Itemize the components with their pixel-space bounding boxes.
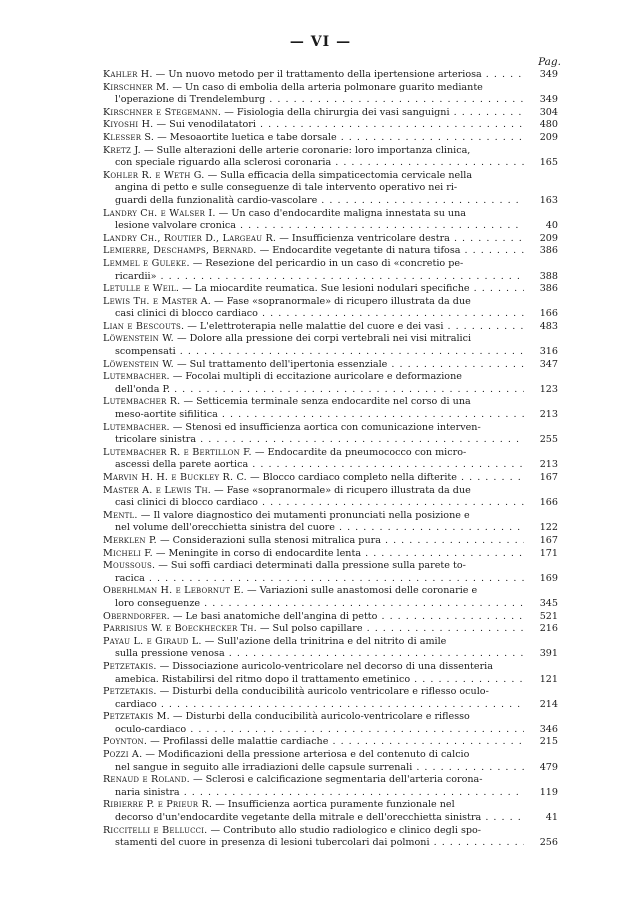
entry-page-number: 521 [539, 610, 558, 622]
page-number: — VI — [289, 34, 352, 50]
entry-page-number: 121 [539, 673, 558, 685]
entry-page-number: 40 [545, 220, 558, 232]
entry-line [103, 396, 524, 409]
entry-line [103, 674, 524, 687]
entry-line [103, 787, 524, 800]
entry-title-text: — Disturbi della conducibilità auricolo-ventricolare e riflesso [169, 711, 470, 723]
entry-author: Marvin H. H. e Buckley R. C. [103, 472, 247, 483]
entry-title-text: — Sclerosi e calcificazione segmentaria dell'arteria corona- [189, 774, 483, 786]
entry-page-number: 41 [545, 812, 558, 824]
index-entry [103, 736, 558, 749]
entry-page-number: 256 [539, 837, 558, 849]
entry-line [103, 762, 524, 775]
entry-author: Renaud e Roland. [103, 774, 190, 786]
entry-title-text: nel sangue in seguito alle irradiazioni delle capsule surrenali . . . [115, 762, 524, 773]
entry-title-text: — Setticemia terminale senza endocardite nel corso di una [180, 396, 471, 408]
entry-line [103, 245, 524, 258]
entry-page-number: 167 [539, 472, 558, 483]
entry-line [103, 107, 524, 120]
entry-author: Lutembacher. [103, 421, 170, 433]
entry-page-number: 122 [539, 522, 558, 534]
entry-page-number: 214 [539, 698, 558, 710]
index-entry [103, 611, 558, 624]
entry-line [103, 308, 524, 321]
entry-line [103, 233, 524, 246]
entry-page-number: 123 [539, 383, 558, 395]
entry-title-text: — Endocardite da pneumococco con micro- [251, 446, 467, 458]
entry-title-text: — Mesoaortite luetica e tabe dorsale . . . [154, 132, 524, 143]
index-entry [103, 371, 558, 396]
entry-title-text: — Focolai multipli di eccitazione auricolare e deformazione [169, 371, 462, 383]
entry-author: Riccitelli e Bellucci. [103, 824, 208, 836]
entry-author: Lutembacher R. [103, 396, 181, 408]
entry-line [103, 82, 524, 95]
index-entry [103, 799, 558, 824]
entry-line [103, 799, 524, 812]
entry-title-text: — Blocco cardiaco completo nella difterite . . . [247, 472, 524, 483]
entry-line [103, 208, 524, 221]
entry-author: Lemmel e Guleke. [103, 257, 190, 269]
entry-page-number: 213 [539, 409, 558, 421]
entry-page-number: 345 [539, 597, 558, 609]
entry-title-text: — Insufficienza ventricolare destra . . . [276, 233, 524, 244]
index-entry [103, 825, 558, 850]
index-entry [103, 119, 558, 132]
entry-page-number: 209 [539, 232, 558, 244]
entry-author: Lutembacher. [103, 371, 170, 383]
index-entry [103, 333, 558, 358]
index-entry [103, 535, 558, 548]
entry-page-number: 316 [539, 346, 558, 358]
entry-page-number: 479 [539, 761, 558, 773]
entry-title-text: — Modificazioni della pressione arteriosa e del contenuto di calcio [142, 749, 470, 761]
entry-author: Poynton. [103, 736, 148, 748]
entry-line [103, 812, 524, 825]
entry-title-text: guardi della funzionalità cardio-vascolare . . . [115, 195, 524, 206]
entry-line [103, 560, 524, 573]
entry-title-text: — Le basi anatomiche dell'angina di petto . . . [170, 611, 524, 622]
entry-title-text: cardiaco . . . [115, 699, 524, 710]
entry-page-number: 347 [539, 358, 558, 370]
entry-line [103, 157, 524, 170]
entry-title-text: meso-aortite sifilitica . . . [115, 409, 524, 420]
index-entry [103, 485, 558, 510]
entry-author: Landry Ch., Routier D., Largeau R. [103, 232, 277, 244]
entry-line [103, 686, 524, 699]
entry-author: Kirschner M. [103, 81, 170, 93]
entry-line [103, 472, 524, 485]
entry-line [103, 611, 524, 624]
entry-line [103, 774, 524, 787]
entry-line [103, 661, 524, 674]
entry-title-text: — Un caso di embolia della arteria polmonare guarito mediante [169, 81, 483, 93]
index-entry [103, 422, 558, 447]
entry-line [103, 749, 524, 762]
entry-title-text: stamenti del cuore in presenza di lesioni tubercolari dai polmoni . . . [115, 837, 524, 848]
entry-page-number: 215 [539, 736, 558, 748]
entry-line [103, 459, 524, 472]
entry-author: Kohler R. e Weth G. [103, 169, 205, 181]
entry-title-text: naria sinistra . . . [115, 787, 524, 798]
entry-title-text: decorso d'un'endocardite vegetante della mitrale e dell'orecchietta sinistra . . . [115, 812, 524, 823]
index-entry [103, 749, 558, 774]
index-entry [103, 69, 558, 82]
index-entry [103, 233, 558, 246]
entry-title-text: casi clinici di blocco cardiaco . . . [115, 308, 524, 319]
entry-page-number: 483 [539, 320, 558, 332]
entry-author: Oberndorfer. [103, 610, 170, 622]
entry-page-number: 391 [539, 648, 558, 660]
entry-line [103, 724, 524, 737]
entry-title-text: ascessi della parete aortica . . . [115, 459, 524, 470]
entry-title-text: — Fase «sopranormale» di ricupero illustrata da due [211, 295, 471, 307]
entry-title-text: con speciale riguardo alla sclerosi coronaria . . . [115, 157, 524, 168]
index-entry [103, 258, 558, 283]
entry-title-text: — Sulla efficacia della simpaticectomia cervicale nella [204, 169, 473, 181]
entry-author: Lemierre, Deschamps, Bernard. [103, 245, 257, 257]
entry-title-text: — Meningite in corso di endocardite lenta . . . [153, 548, 524, 559]
entry-line [103, 825, 524, 838]
entry-line [103, 384, 524, 397]
entry-page-number: 386 [539, 245, 558, 257]
entry-author: Kirschner e Stegemann. [103, 106, 222, 118]
entry-title-text: oculo-cardiaco . . . [115, 724, 524, 735]
entry-author: Kretz J. [103, 144, 141, 156]
entry-line [103, 573, 524, 586]
entry-page-number: 167 [539, 534, 558, 546]
entry-page-number: 216 [539, 623, 558, 635]
entry-line [103, 220, 524, 233]
index-entry [103, 585, 558, 610]
index-entry [103, 283, 558, 296]
index-entry [103, 711, 558, 736]
entry-author: Kahler H. [103, 69, 153, 80]
entry-author: Lewis Th. e Master A. [103, 295, 211, 307]
index-entry [103, 132, 558, 145]
entry-page-number: 255 [539, 434, 558, 446]
entry-line [103, 447, 524, 460]
entry-title-text: dell'onda P. . . . [115, 384, 524, 395]
entry-author: Ribierre P. e Prieur R. [103, 799, 213, 811]
entry-author: Moussous. [103, 560, 156, 572]
entry-line [103, 598, 524, 611]
entry-title-text: — Sulle alterazioni delle arterie coronarie: loro importanza clinica, [140, 144, 471, 156]
entry-line [103, 837, 524, 850]
index-entry [103, 560, 558, 585]
entry-line [103, 119, 524, 132]
entry-line [103, 699, 524, 712]
entry-page-number: 349 [539, 69, 558, 80]
entry-author: Micheli F. [103, 547, 153, 559]
entry-title-text: angina di petto e sulle conseguenze di tale intervento operativo nei ri- [115, 182, 458, 194]
entry-author: Oberhlman H. e Lebornut E. [103, 585, 244, 597]
entry-author: Pozzi A. [103, 749, 143, 761]
entry-line [103, 736, 524, 749]
entry-title-text: — Un caso d'endocardite maligna innestata su una [215, 207, 466, 219]
entry-page-number: 388 [539, 270, 558, 282]
index-entry [103, 472, 558, 485]
index-entry [103, 661, 558, 686]
entry-page-number: 213 [539, 459, 558, 471]
entry-page-number: 166 [539, 308, 558, 320]
entry-line [103, 422, 524, 435]
index-entry [103, 548, 558, 561]
entry-title-text: — L'elettroterapia nelle malattie del cuore e dei vasi . . . [184, 321, 524, 332]
entry-author: Letulle e Weil. [103, 283, 180, 295]
entry-line [103, 636, 524, 649]
entry-page-number: 480 [539, 119, 558, 131]
entry-title-text: — Fase «sopranormale» di ricupero illustrata da due [211, 484, 471, 496]
index-entry [103, 447, 558, 472]
entry-title-text: — Contributo allo studio radiologico e clinico degli spo- [207, 824, 482, 836]
entry-title-text: — Dissociazione auricolo-ventricolare nel decorso di una dissenteria [156, 660, 493, 672]
entry-author: Parrisius W. e Boeckhecker Th. [103, 623, 257, 635]
entry-title-text: — La miocardite reumatica. Sue lesioni nodulari specifiche . . . [179, 283, 524, 294]
entry-page-number: 166 [539, 497, 558, 509]
entry-line [103, 333, 524, 346]
entry-title-text: — Sui venodilatatori . . . [153, 119, 524, 130]
entry-author: Petzetakis. [103, 660, 157, 672]
index-entry [103, 623, 558, 636]
entry-page-number: 386 [539, 283, 558, 295]
entry-author: Mentl. [103, 509, 138, 521]
entry-page-number: 171 [539, 547, 558, 559]
entry-line [103, 283, 524, 296]
index-entry [103, 145, 558, 170]
index-entry [103, 245, 558, 258]
index-entry [103, 208, 558, 233]
entry-title-text: — Profilassi delle malattie cardiache . . . [147, 736, 524, 747]
entry-line [103, 321, 524, 334]
entry-author: Landry Ch. e Walser I. [103, 207, 216, 219]
entry-line [103, 69, 524, 82]
entry-title-text: — Insufficienza aortica puramente funzionale nel [212, 799, 455, 811]
entry-title-text: lesione valvolare cronica . . . [115, 220, 524, 231]
entry-line [103, 485, 524, 498]
entry-title-text: — Un nuovo metodo per il trattamento della ipertensione arteriosa . . . [153, 69, 524, 80]
index-entry [103, 774, 558, 799]
entry-line [103, 623, 524, 636]
entry-title-text: nel volume dell'orecchietta sinistra del cuore . . . [115, 522, 524, 533]
entry-title-text: — Il valore diagnostico dei mutamenti pronunciati nella posizione e [137, 509, 470, 521]
entry-page-number: 304 [539, 106, 558, 118]
entry-author: Kiyoshi H. [103, 119, 154, 131]
entry-title-text: ricardii» . . . [115, 271, 524, 282]
entry-title-text: — Disturbi della conducibilità auricolo ventricolare e riflesso oculo- [156, 686, 489, 698]
entry-page-number: 119 [539, 786, 558, 798]
entry-page-number: 169 [539, 572, 558, 584]
entry-line [103, 182, 524, 195]
entry-title-text: tricolare sinistra . . . [115, 434, 524, 445]
entry-page-number: 163 [539, 194, 558, 206]
entry-title-text: — Sui soffi cardiaci determinati dalla pressione sulla parete to- [155, 560, 466, 572]
entry-line [103, 648, 524, 661]
entry-author: Petzetakis M. [103, 711, 170, 723]
index-entry [103, 170, 558, 208]
index-entry [103, 396, 558, 421]
entry-author: Payau L. e Giraud L. [103, 635, 202, 647]
entry-line [103, 170, 524, 183]
entry-author: Löwenstein W. [103, 358, 174, 370]
index-entry [103, 107, 558, 120]
entry-author: Lutembacher R. e Bertillon F. [103, 446, 252, 458]
entry-line [103, 522, 524, 535]
entry-line [103, 548, 524, 561]
entry-line [103, 195, 524, 208]
entry-line [103, 258, 524, 271]
entry-title-text: — Sul trattamento dell'ipertonia essenziale . . . [174, 359, 524, 370]
entry-title-text: — Stenosi ed insufficienza aortica con comunicazione interven- [169, 421, 481, 433]
entry-line [103, 132, 524, 145]
entry-title-text: l'operazione di Trendelemburg . . . [115, 94, 524, 105]
index-entry [103, 82, 558, 107]
entry-line [103, 585, 524, 598]
entry-title-text: — Resezione del pericardio in un caso di «concretio pe- [189, 257, 464, 269]
index-entry [103, 510, 558, 535]
entry-line [103, 359, 524, 372]
index-entry [103, 636, 558, 661]
entry-author: Petzetakis. [103, 686, 157, 698]
entry-author: Löwenstein W. [103, 333, 174, 345]
entry-title-text: — Fisiologia della chirurgia dei vasi sanguigni . . . [221, 107, 524, 118]
entry-line [103, 434, 524, 447]
entry-title-text: — Considerazioni sulla stenosi mitralica pura . . . [157, 535, 524, 546]
entry-author: Merklen P. [103, 534, 157, 546]
entry-title-text: casi clinici di blocco cardiaco . . . [115, 497, 524, 508]
entry-page-number: 165 [539, 157, 558, 169]
entry-page-number: 209 [539, 131, 558, 143]
entry-line [103, 535, 524, 548]
entry-line [103, 371, 524, 384]
index-entry [103, 359, 558, 372]
entry-line [103, 497, 524, 510]
entry-title-text: — Sull'azione della trinitrina e del nitrito di amile [201, 635, 447, 647]
entry-line [103, 346, 524, 359]
entry-line [103, 296, 524, 309]
entry-author: Lian e Bescouts. [103, 320, 185, 332]
entry-line [103, 409, 524, 422]
index-entry [103, 321, 558, 334]
entry-title-text: — Sul polso capillare . . . [257, 623, 524, 634]
entry-title-text: scompensati . . . [115, 346, 524, 357]
entry-title-text: sulla pressione venosa . . . [115, 648, 524, 659]
entry-line [103, 145, 524, 158]
entry-page-number: 349 [539, 94, 558, 106]
index-list [103, 69, 558, 850]
entry-author: Klesser S. [103, 131, 155, 143]
entry-line [103, 711, 524, 724]
index-entry [103, 686, 558, 711]
page-column-label: Pag. [538, 56, 561, 68]
entry-page-number: 346 [539, 723, 558, 735]
entry-author: Master A. e Lewis Th. [103, 484, 211, 496]
index-entry [103, 296, 558, 321]
entry-title-text: loro conseguenze . . . [115, 598, 524, 609]
entry-line [103, 510, 524, 523]
entry-line [103, 271, 524, 284]
entry-title-text: amebica. Ristabilirsi del ritmo dopo il trattamento emetinico . . . [115, 674, 524, 685]
entry-title-text: — Variazioni sulle anastomosi delle coronarie e [243, 585, 478, 597]
entry-line [103, 94, 524, 107]
entry-title-text: — Dolore alla pressione dei corpi vertebrali nei visi mitralici [173, 333, 472, 345]
entry-title-text: racica . . . [115, 573, 524, 584]
entry-title-text: — Endocardite vegetante di natura tifosa . . . [257, 245, 524, 256]
